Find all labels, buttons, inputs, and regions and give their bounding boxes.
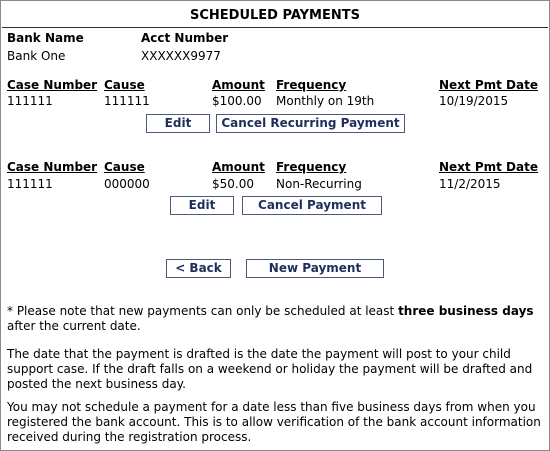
note-text: after the current date. [7,319,141,333]
page-title: SCHEDULED PAYMENTS [2,3,548,28]
note-emphasis: three business days [398,304,534,318]
cancel-payment-button[interactable]: Cancel Payment [242,196,382,215]
amount-value: $50.00 [212,177,254,191]
amount-header: Amount [212,78,265,92]
case-number-header: Case Number [7,78,98,92]
case-number-value: 111111 [7,177,53,191]
cancel-recurring-payment-button[interactable]: Cancel Recurring Payment [216,114,405,133]
frequency-value: Non-Recurring [276,177,362,191]
edit-button[interactable]: Edit [170,196,234,215]
case-number-value: 111111 [7,94,53,108]
cause-header: Cause [104,160,145,174]
frequency-header: Frequency [276,160,347,174]
back-button[interactable]: < Back [166,259,231,278]
bank-name-label: Bank Name [7,31,84,45]
cause-value: 000000 [104,177,150,191]
amount-value: $100.00 [212,94,262,108]
business-days-note [7,304,545,334]
frequency-value: Monthly on 19th [276,94,375,108]
edit-button[interactable]: Edit [146,114,210,133]
next-pmt-date-header: Next Pmt Date [439,160,538,174]
note-text: * Please note that new payments can only be scheduled at least [7,304,399,318]
amount-header: Amount [212,160,265,174]
cause-header: Cause [104,78,145,92]
bank-name-value: Bank One [7,49,66,63]
next-pmt-date-value: 11/2/2015 [439,177,501,191]
draft-date-note: The date that the payment is drafted is the date the payment will post to your child support case. If the draft falls on a weekend or holiday the payment will be drafted and posted the next business day. [7,347,533,391]
frequency-header: Frequency [276,78,347,92]
cause-value: 111111 [104,94,150,108]
acct-number-label: Acct Number [141,31,229,45]
case-number-header: Case Number [7,160,98,174]
next-pmt-date-header: Next Pmt Date [439,78,538,92]
next-pmt-date-value: 10/19/2015 [439,94,509,108]
acct-number-value: XXXXXX9977 [141,49,221,63]
registration-note: You may not schedule a payment for a date less than five business days from when you registered the bank account. This is to allow verification of the bank account information received during the registration process. [7,400,541,444]
new-payment-button[interactable]: New Payment [246,259,384,278]
